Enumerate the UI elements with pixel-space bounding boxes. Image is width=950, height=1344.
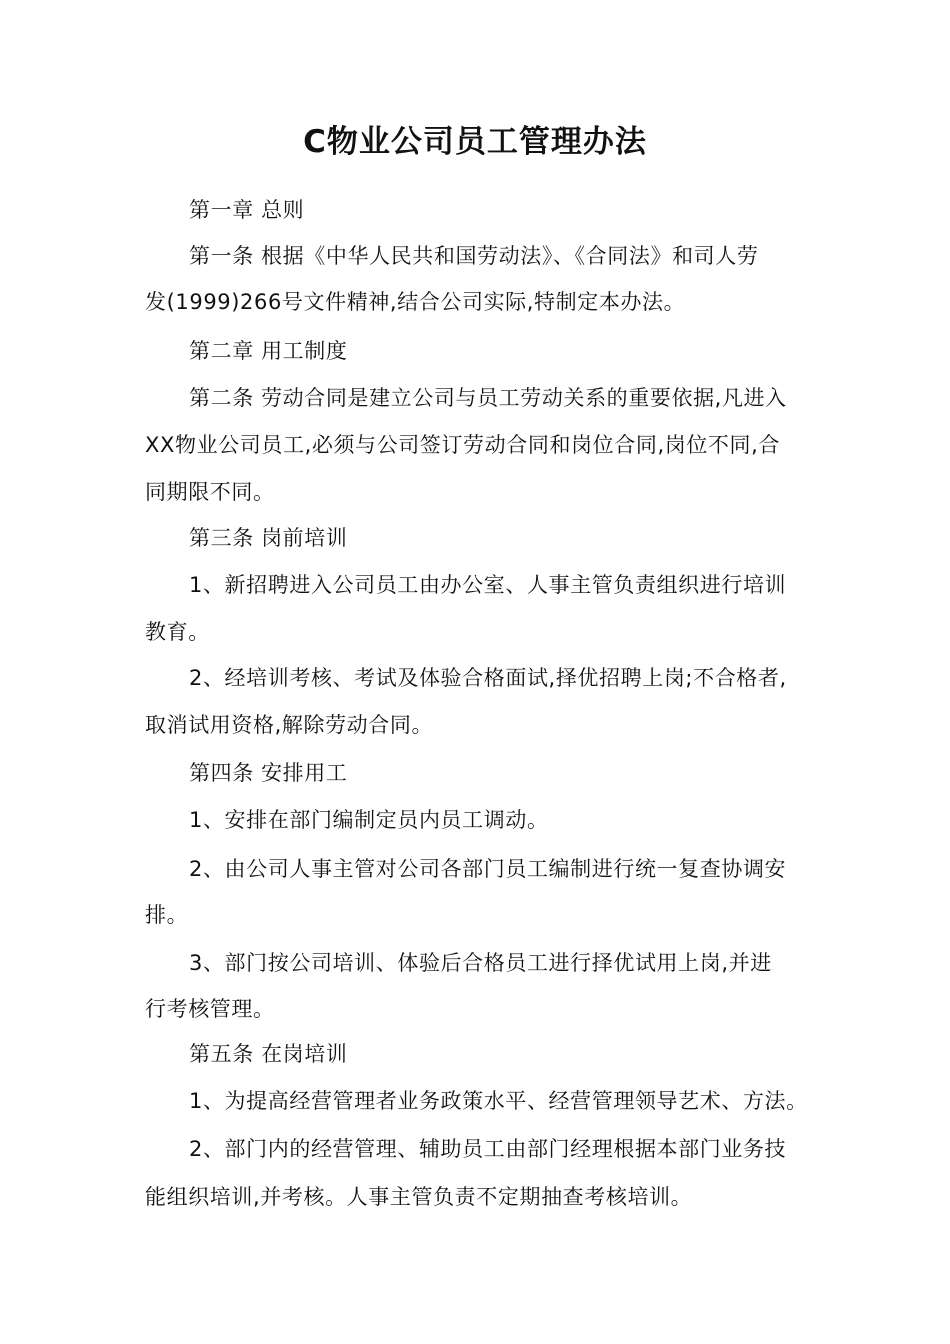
paragraph-line: 第一条 根据《中华人民共和国劳动法》、《合同法》和司人劳 xyxy=(189,244,759,268)
paragraph-line: 能组织培训,并考核。人事主管负责不定期抽查考核培训。 xyxy=(145,1185,693,1209)
paragraph-line: 行考核管理。 xyxy=(145,997,275,1021)
document-title: C物业公司员工管理办法 xyxy=(303,124,647,160)
paragraph-line: 排。 xyxy=(145,903,189,927)
paragraph-line: 2、由公司人事主管对公司各部门员工编制进行统一复查协调安 xyxy=(189,857,787,881)
article-heading: 第五条 在岗培训 xyxy=(189,1042,348,1066)
paragraph-line: 第二条 劳动合同是建立公司与员工劳动关系的重要依据,凡进入 xyxy=(189,386,787,410)
paragraph-line: 3、部门按公司培训、体验后合格员工进行择优试用上岗,并进 xyxy=(189,951,772,975)
paragraph-line: 2、经培训考核、考试及体验合格面试,择优招聘上岗;不合格者, xyxy=(189,666,787,690)
paragraph-line: 1、新招聘进入公司员工由办公室、人事主管负责组织进行培训 xyxy=(189,573,787,597)
chapter-heading: 第二章 用工制度 xyxy=(189,339,348,363)
paragraph-line: 2、部门内的经营管理、辅助员工由部门经理根据本部门业务技 xyxy=(189,1137,787,1161)
paragraph-line: 1、安排在部门编制定员内员工调动。 xyxy=(189,808,549,832)
article-heading: 第四条 安排用工 xyxy=(189,761,348,785)
chapter-heading: 第一章 总则 xyxy=(189,198,305,222)
paragraph-line: 同期限不同。 xyxy=(145,480,275,504)
paragraph-line: 发(1999)266号文件精神,结合公司实际,特制定本办法。 xyxy=(145,290,686,314)
paragraph-line: XX物业公司员工,必须与公司签订劳动合同和岗位合同,岗位不同,合 xyxy=(145,433,780,457)
paragraph-line: 1、为提高经营管理者业务政策水平、经营管理领导艺术、方法。 xyxy=(189,1089,808,1113)
article-heading: 第三条 岗前培训 xyxy=(189,526,348,550)
paragraph-line: 取消试用资格,解除劳动合同。 xyxy=(145,713,434,737)
paragraph-line: 教育。 xyxy=(145,620,210,644)
